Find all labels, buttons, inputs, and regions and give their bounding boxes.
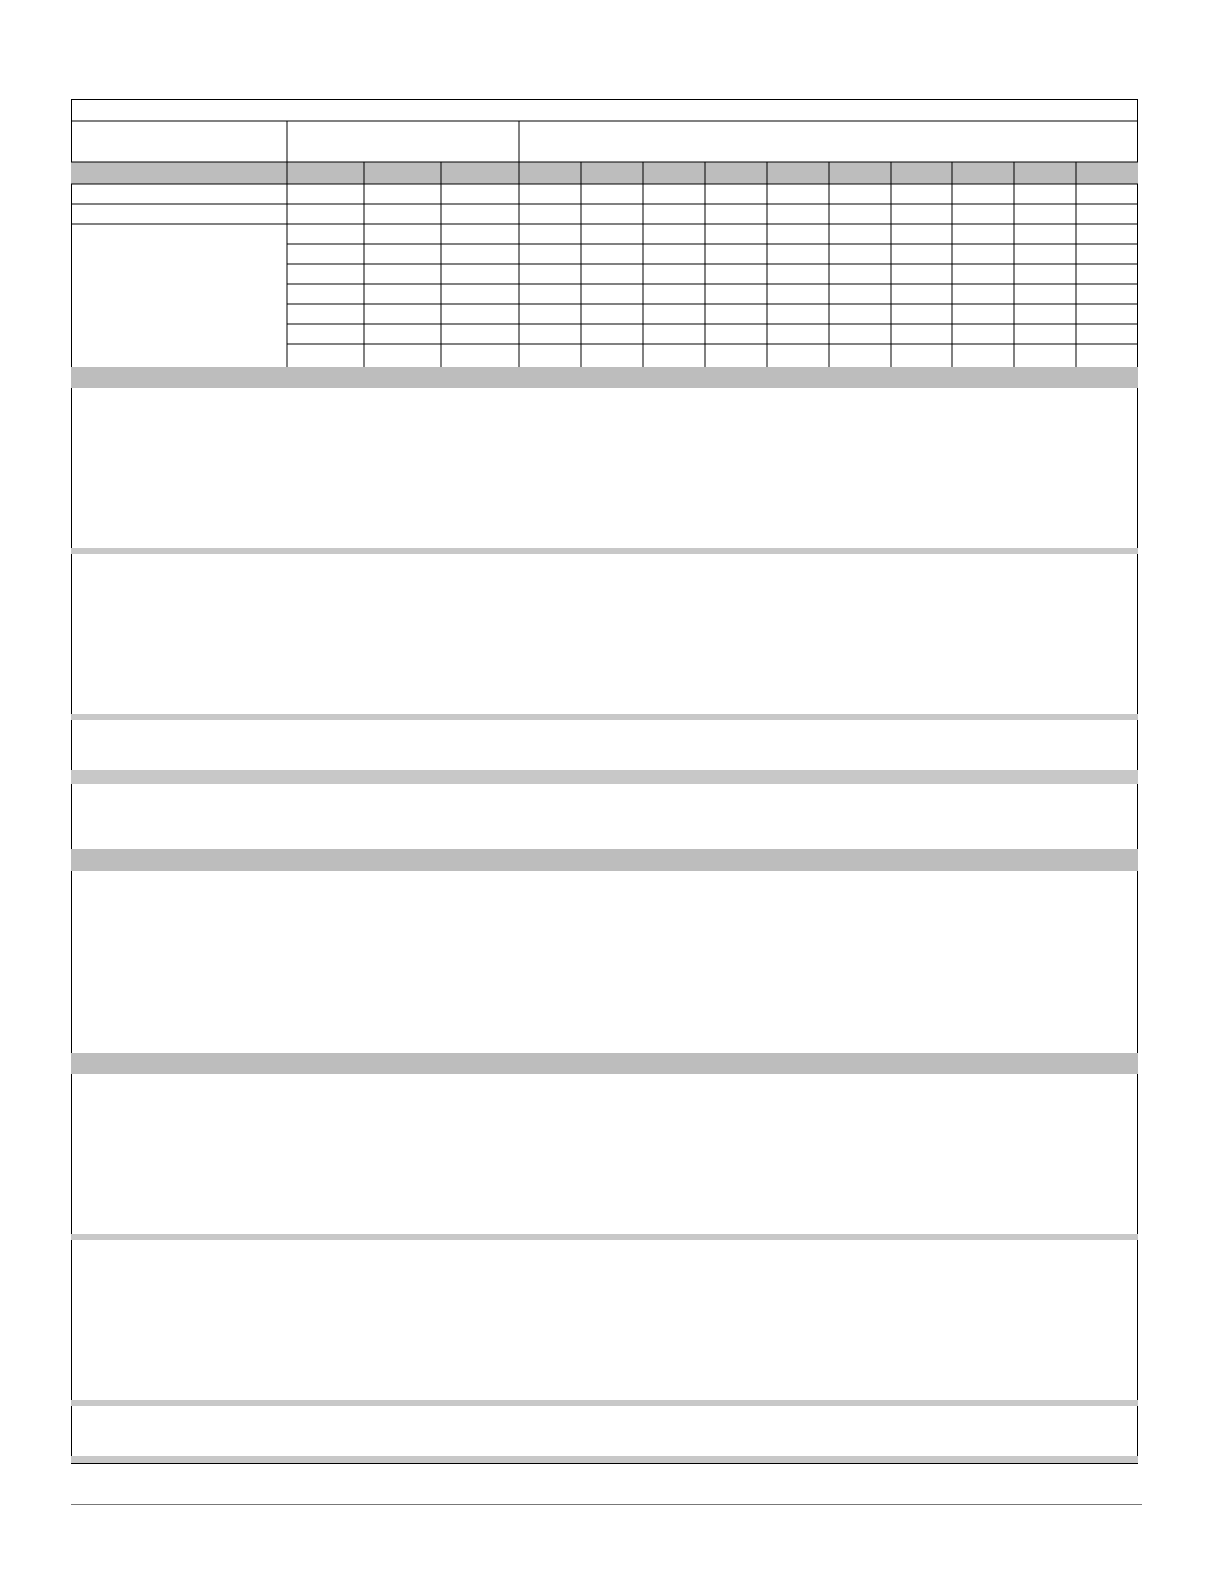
section-divider-band [71,770,1138,784]
section-divider-band [71,1456,1138,1463]
section-divider-band [71,1234,1138,1240]
section-header-band [71,162,1138,184]
section-header-band [71,1053,1138,1074]
section-header-band [71,367,1138,388]
section-divider-band [71,548,1138,554]
section-divider-band [71,1400,1138,1406]
section-header-band [71,849,1138,871]
section-divider-band [71,714,1138,720]
footer-rule [71,1504,1142,1505]
